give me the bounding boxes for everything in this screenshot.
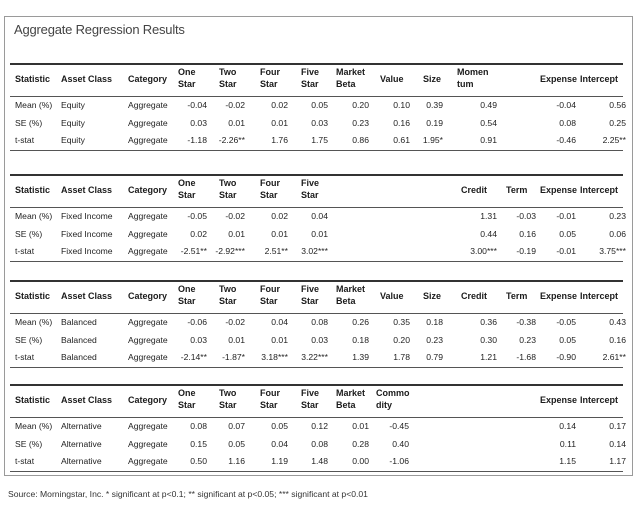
column-header-four-star: Four Star: [260, 67, 280, 89]
table-cell-five-star: 0.03: [311, 334, 328, 345]
column-header-intercept: Intercept: [580, 74, 619, 84]
table-cell-intercept: 0.16: [609, 334, 626, 345]
table-cell-two-star: 0.07: [228, 421, 245, 431]
source-note: Source: Morningstar, Inc. * significant at p<0.1; ** significant at p<0.05; *** significant at p<0.01: [8, 489, 368, 499]
table-cell-two-star: -0.02: [225, 211, 245, 221]
table-cell-statistic: Mean (%): [15, 317, 53, 327]
table-cell-category: Aggregate: [128, 117, 168, 128]
table-cell-credit: 1.21: [480, 352, 497, 363]
table-cell-market-beta: 0.18: [352, 334, 369, 345]
table-cell-term: -0.38: [516, 317, 536, 327]
table-cell-category: Aggregate: [128, 456, 168, 467]
table-cell-asset-class: Balanced: [61, 317, 97, 327]
table-cell-four-star: 0.04: [271, 438, 288, 449]
table-cell-credit: 0.36: [480, 317, 497, 327]
table-cell-five-star: 0.08: [311, 438, 328, 449]
table-cell-value: 1.78: [393, 352, 410, 363]
table-cell-two-star: 0.01: [228, 334, 245, 345]
column-header-five-star: Five Star: [301, 178, 320, 200]
table-cell-two-star: -1.87*: [222, 352, 245, 363]
table-cell-market-beta: 0.28: [352, 438, 369, 449]
column-header-market-beta: Market Beta: [336, 388, 366, 410]
table-cell-two-star: 0.05: [228, 438, 245, 449]
column-header-category: Category: [128, 185, 168, 195]
table-cell-statistic: t-stat: [15, 456, 35, 467]
table-cell-two-star: -2.26**: [218, 135, 245, 146]
table-cell-five-star: 0.03: [311, 117, 328, 128]
table-cell-asset-class: Equity: [61, 135, 85, 146]
column-header-four-star: Four Star: [260, 178, 280, 200]
table-cell-five-star: 0.01: [311, 228, 328, 239]
table-cell-five-star: 0.04: [311, 211, 328, 221]
table-top-rule: [10, 174, 623, 176]
column-header-category: Category: [128, 74, 168, 84]
table-cell-market-beta: 0.86: [352, 135, 369, 146]
table-cell-five-star: 1.75: [311, 135, 328, 146]
table-top-rule: [10, 63, 623, 65]
column-header-statistic: Statistic: [15, 74, 51, 84]
table-cell-category: Aggregate: [128, 211, 168, 221]
column-header-statistic: Statistic: [15, 395, 51, 405]
table-cell-five-star: 0.08: [311, 317, 328, 327]
table-cell-expense: 0.05: [559, 334, 576, 345]
table-cell-expense: 0.05: [559, 228, 576, 239]
table-cell-value: 0.20: [393, 334, 410, 345]
table-cell-four-star: 1.76: [271, 135, 288, 146]
table-cell-expense: 0.11: [559, 438, 576, 449]
table-cell-one-star: 0.08: [190, 421, 207, 431]
table-cell-momentum: 0.91: [480, 135, 497, 146]
table-cell-expense: -0.46: [556, 135, 576, 146]
table-cell-four-star: 0.02: [271, 100, 288, 110]
column-header-size: Size: [423, 74, 442, 84]
column-header-expense: Expense: [540, 185, 578, 195]
table-cell-value: 0.61: [393, 135, 410, 146]
column-header-intercept: Intercept: [580, 291, 619, 301]
table-cell-asset-class: Alternative: [61, 421, 102, 431]
table-cell-size: 1.95*: [422, 135, 443, 146]
table-cell-four-star: 1.19: [271, 456, 288, 467]
table-cell-four-star: 2.51**: [264, 246, 288, 257]
column-header-expense: Expense: [540, 395, 578, 405]
table-cell-four-star: 0.04: [271, 317, 288, 327]
table-cell-asset-class: Alternative: [61, 456, 102, 467]
table-cell-one-star: -2.51**: [180, 246, 207, 257]
table-cell-category: Aggregate: [128, 228, 168, 239]
table-cell-five-star: 1.48: [311, 456, 328, 467]
column-header-four-star: Four Star: [260, 388, 280, 410]
table-cell-category: Aggregate: [128, 334, 168, 345]
table-cell-one-star: 0.03: [190, 117, 207, 128]
table-cell-size: 0.23: [426, 334, 443, 345]
table-cell-commodity: -1.06: [389, 456, 409, 467]
table-cell-expense: -0.05: [556, 317, 576, 327]
table-cell-intercept: 0.43: [609, 317, 626, 327]
page-title: Aggregate Regression Results: [14, 22, 185, 37]
header-rule: [10, 96, 623, 97]
table-cell-intercept: 0.23: [609, 211, 626, 221]
column-header-credit: Credit: [461, 185, 488, 195]
column-header-category: Category: [128, 395, 168, 405]
table-cell-intercept: 3.75***: [599, 246, 626, 257]
column-header-five-star: Five Star: [301, 284, 320, 306]
table-cell-asset-class: Alternative: [61, 438, 102, 449]
table-cell-term: -1.68: [516, 352, 536, 363]
table-cell-four-star: 0.01: [271, 228, 288, 239]
table-cell-momentum: 0.49: [480, 100, 497, 110]
table-cell-size: 0.79: [426, 352, 443, 363]
table-cell-five-star: 0.12: [311, 421, 328, 431]
table-cell-statistic: t-stat: [15, 246, 35, 257]
column-header-two-star: Two Star: [219, 284, 237, 306]
column-header-expense: Expense: [540, 291, 578, 301]
table-cell-two-star: -0.02: [225, 317, 245, 327]
table-cell-expense: 0.14: [559, 421, 576, 431]
table-cell-term: 0.23: [519, 334, 536, 345]
table-cell-credit: 0.30: [480, 334, 497, 345]
header-rule: [10, 313, 623, 314]
column-header-category: Category: [128, 291, 168, 301]
column-header-term: Term: [506, 185, 528, 195]
table-cell-one-star: -0.04: [187, 100, 207, 110]
column-header-asset-class: Asset Class: [61, 74, 113, 84]
table-cell-market-beta: 0.00: [352, 456, 369, 467]
table-cell-size: 0.18: [426, 317, 443, 327]
column-header-five-star: Five Star: [301, 388, 320, 410]
column-header-two-star: Two Star: [219, 178, 237, 200]
table-cell-intercept: 1.17: [609, 456, 626, 467]
column-header-size: Size: [423, 291, 442, 301]
table-cell-momentum: 0.54: [480, 117, 497, 128]
column-header-commodity: Commo dity: [376, 388, 410, 410]
table-cell-value: 0.35: [393, 317, 410, 327]
table-cell-statistic: SE (%): [15, 438, 43, 449]
column-header-market-beta: Market Beta: [336, 284, 366, 306]
table-cell-five-star: 3.22***: [301, 352, 328, 363]
table-cell-asset-class: Equity: [61, 117, 85, 128]
column-header-two-star: Two Star: [219, 388, 237, 410]
table-top-rule: [10, 280, 623, 282]
table-cell-two-star: 1.16: [228, 456, 245, 467]
table-cell-asset-class: Balanced: [61, 334, 97, 345]
table-cell-category: Aggregate: [128, 317, 168, 327]
column-header-intercept: Intercept: [580, 185, 619, 195]
table-top-rule: [10, 384, 623, 386]
column-header-term: Term: [506, 291, 528, 301]
table-cell-intercept: 2.25**: [602, 135, 626, 146]
column-header-statistic: Statistic: [15, 291, 51, 301]
table-cell-statistic: Mean (%): [15, 100, 53, 110]
table-bottom-rule: [10, 471, 623, 472]
table-cell-one-star: -1.18: [187, 135, 207, 146]
table-cell-commodity: -0.45: [389, 421, 409, 431]
column-header-value: Value: [380, 291, 404, 301]
table-cell-intercept: 2.61**: [602, 352, 626, 363]
table-cell-market-beta: 0.20: [352, 100, 369, 110]
table-cell-statistic: Mean (%): [15, 421, 53, 431]
table-cell-category: Aggregate: [128, 421, 168, 431]
table-cell-five-star: 0.05: [311, 100, 328, 110]
column-header-momentum: Momen tum: [457, 67, 489, 89]
table-bottom-rule: [10, 367, 623, 368]
table-cell-intercept: 0.06: [609, 228, 626, 239]
column-header-asset-class: Asset Class: [61, 395, 113, 405]
table-cell-one-star: 0.50: [190, 456, 207, 467]
table-cell-size: 0.19: [426, 117, 443, 128]
table-cell-term: -0.03: [516, 211, 536, 221]
column-header-one-star: One Star: [178, 284, 196, 306]
table-cell-category: Aggregate: [128, 246, 168, 257]
table-cell-market-beta: 0.23: [352, 117, 369, 128]
column-header-asset-class: Asset Class: [61, 185, 113, 195]
table-cell-credit: 1.31: [480, 211, 497, 221]
table-cell-value: 0.10: [393, 100, 410, 110]
table-cell-asset-class: Equity: [61, 100, 85, 110]
table-cell-statistic: SE (%): [15, 117, 43, 128]
table-cell-two-star: -0.02: [225, 100, 245, 110]
table-cell-expense: -0.90: [556, 352, 576, 363]
column-header-one-star: One Star: [178, 388, 196, 410]
column-header-one-star: One Star: [178, 67, 196, 89]
table-cell-asset-class: Fixed Income: [61, 211, 113, 221]
table-cell-statistic: t-stat: [15, 352, 35, 363]
column-header-one-star: One Star: [178, 178, 196, 200]
table-cell-market-beta: 1.39: [352, 352, 369, 363]
table-cell-four-star: 3.18***: [261, 352, 288, 363]
table-cell-statistic: SE (%): [15, 334, 43, 345]
table-cell-market-beta: 0.01: [352, 421, 369, 431]
table-cell-term: 0.16: [519, 228, 536, 239]
table-cell-four-star: 0.01: [271, 117, 288, 128]
table-cell-one-star: 0.02: [190, 228, 207, 239]
table-cell-asset-class: Fixed Income: [61, 246, 113, 257]
table-cell-expense: 0.08: [559, 117, 576, 128]
column-header-four-star: Four Star: [260, 284, 280, 306]
table-cell-expense: 1.15: [559, 456, 576, 467]
table-cell-two-star: 0.01: [228, 117, 245, 128]
table-cell-asset-class: Fixed Income: [61, 228, 113, 239]
table-bottom-rule: [10, 261, 623, 262]
column-header-five-star: Five Star: [301, 67, 320, 89]
table-cell-intercept: 0.14: [609, 438, 626, 449]
table-cell-two-star: 0.01: [228, 228, 245, 239]
column-header-credit: Credit: [461, 291, 488, 301]
header-rule: [10, 417, 623, 418]
table-cell-two-star: -2.92***: [215, 246, 245, 257]
column-header-market-beta: Market Beta: [336, 67, 366, 89]
table-cell-category: Aggregate: [128, 135, 168, 146]
table-cell-category: Aggregate: [128, 352, 168, 363]
table-cell-asset-class: Balanced: [61, 352, 97, 363]
table-cell-statistic: Mean (%): [15, 211, 53, 221]
table-cell-one-star: 0.03: [190, 334, 207, 345]
table-cell-intercept: 0.25: [609, 117, 626, 128]
column-header-two-star: Two Star: [219, 67, 237, 89]
table-cell-market-beta: 0.26: [352, 317, 369, 327]
table-cell-five-star: 3.02***: [301, 246, 328, 257]
table-cell-intercept: 0.17: [609, 421, 626, 431]
table-cell-statistic: t-stat: [15, 135, 35, 146]
column-header-value: Value: [380, 74, 404, 84]
table-cell-category: Aggregate: [128, 438, 168, 449]
table-cell-four-star: 0.01: [271, 334, 288, 345]
table-cell-commodity: 0.40: [392, 438, 409, 449]
column-header-expense: Expense: [540, 74, 578, 84]
table-cell-one-star: -2.14**: [180, 352, 207, 363]
table-cell-credit: 3.00***: [470, 246, 497, 257]
table-cell-value: 0.16: [393, 117, 410, 128]
column-header-intercept: Intercept: [580, 395, 619, 405]
table-cell-term: -0.19: [516, 246, 536, 257]
table-cell-four-star: 0.02: [271, 211, 288, 221]
header-rule: [10, 207, 623, 208]
table-cell-statistic: SE (%): [15, 228, 43, 239]
table-cell-expense: -0.01: [556, 246, 576, 257]
table-cell-one-star: 0.15: [190, 438, 207, 449]
table-cell-size: 0.39: [426, 100, 443, 110]
column-header-asset-class: Asset Class: [61, 291, 113, 301]
column-header-statistic: Statistic: [15, 185, 51, 195]
table-cell-intercept: 0.56: [609, 100, 626, 110]
table-cell-four-star: 0.05: [271, 421, 288, 431]
table-cell-credit: 0.44: [480, 228, 497, 239]
table-bottom-rule: [10, 150, 623, 151]
table-cell-one-star: -0.06: [187, 317, 207, 327]
table-cell-category: Aggregate: [128, 100, 168, 110]
table-cell-expense: -0.01: [556, 211, 576, 221]
table-cell-expense: -0.04: [556, 100, 576, 110]
table-cell-one-star: -0.05: [187, 211, 207, 221]
